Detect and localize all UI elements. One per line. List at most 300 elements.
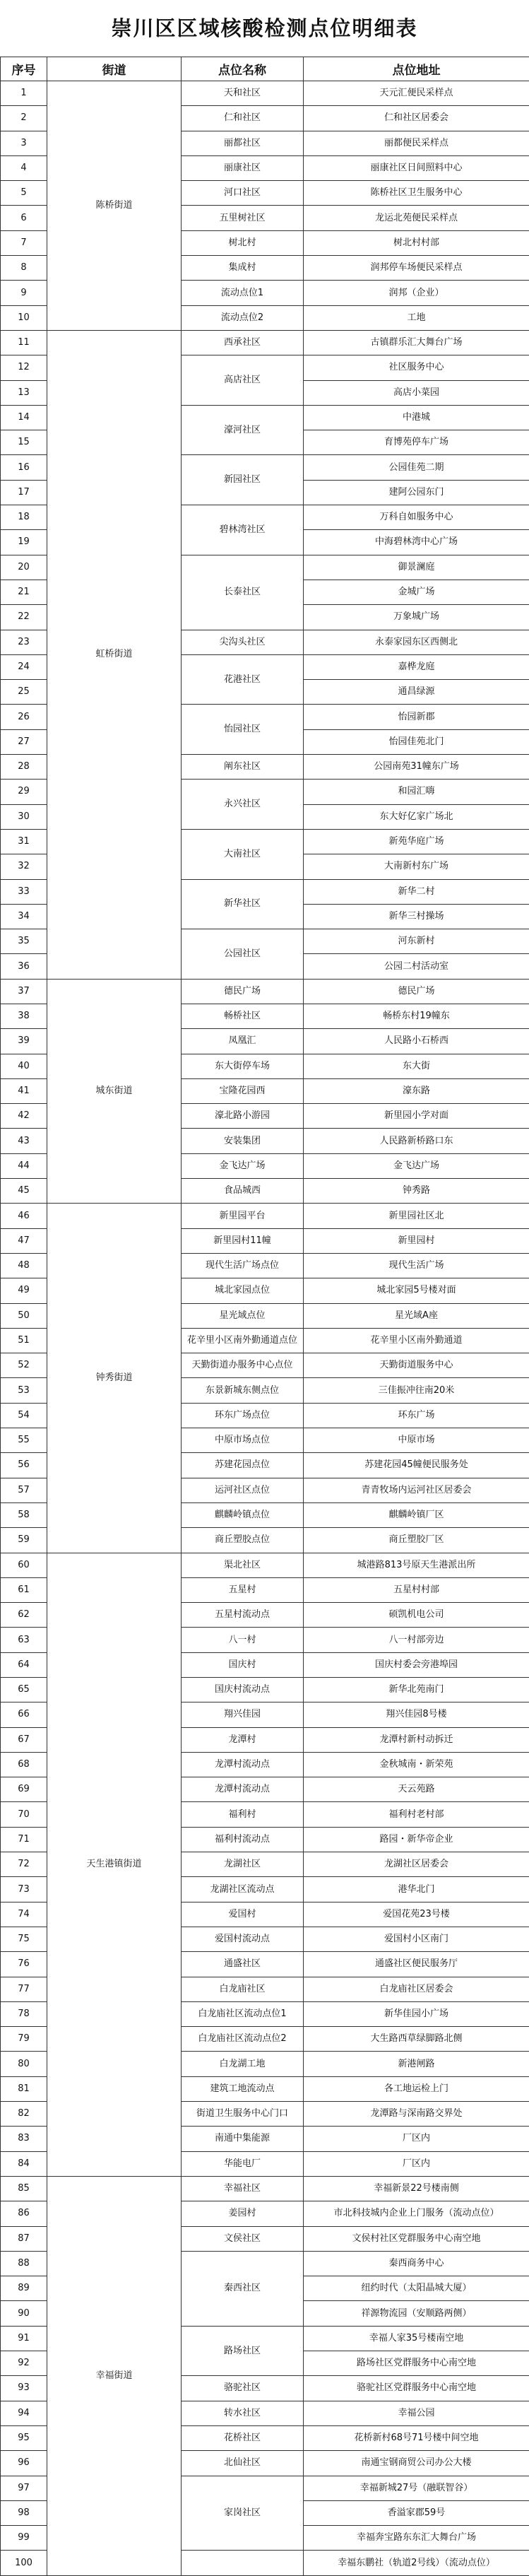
site-address-cell: 商丘塑胶厂区 xyxy=(304,1528,529,1553)
site-name-cell: 龙湖社区 xyxy=(182,1852,304,1877)
row-index: 94 xyxy=(1,2401,47,2425)
site-name-cell: 爱国村 xyxy=(182,1902,304,1927)
row-index: 40 xyxy=(1,1054,47,1078)
site-name-cell: 福利村 xyxy=(182,1802,304,1827)
table-row xyxy=(1,81,529,106)
site-address-cell: 和园汇嗨 xyxy=(304,780,529,804)
street-cell: 幸福街道 xyxy=(47,2176,182,2575)
site-address-cell: 新华北苑南门 xyxy=(304,1678,529,1702)
header-index: 序号 xyxy=(1,57,47,81)
site-name-cell: 流动点位1 xyxy=(182,281,304,305)
site-name-cell: 国庆村流动点 xyxy=(182,1678,304,1702)
site-address-cell: 新里园村 xyxy=(304,1228,529,1253)
site-address-cell: 龙运北苑便民采样点 xyxy=(304,206,529,230)
site-name-cell: 东景新城东侧点位 xyxy=(182,1378,304,1403)
site-name-cell: 花港社区 xyxy=(182,654,304,705)
site-address-cell: 幸福奔宝路东东汇大舞台广场 xyxy=(304,2526,529,2551)
site-name-cell: 花桥社区 xyxy=(182,2425,304,2450)
site-name-cell: 国庆村 xyxy=(182,1652,304,1677)
site-address-cell: 树北村村部 xyxy=(304,230,529,255)
row-index: 96 xyxy=(1,2451,47,2476)
row-index: 8 xyxy=(1,256,47,281)
site-name-cell xyxy=(182,2551,304,2575)
site-name-cell: 河口社区 xyxy=(182,181,304,206)
site-name-cell: 文侯社区 xyxy=(182,2226,304,2251)
row-index: 36 xyxy=(1,954,47,979)
row-index: 88 xyxy=(1,2251,47,2276)
site-address-cell: 各工地运检上门 xyxy=(304,2076,529,2101)
site-name-cell: 龙潭村流动点 xyxy=(182,1777,304,1802)
table-row xyxy=(1,1204,529,1228)
street-cell: 天生港镇街道 xyxy=(47,1553,182,2176)
row-index: 45 xyxy=(1,1179,47,1204)
header-street: 街道 xyxy=(47,57,182,81)
row-index: 20 xyxy=(1,555,47,580)
row-index: 10 xyxy=(1,305,47,330)
row-index: 3 xyxy=(1,131,47,155)
site-name-cell: 秦西社区 xyxy=(182,2251,304,2326)
site-address-cell: 青青牧场内运河社区居委会 xyxy=(304,1478,529,1502)
site-name-cell: 环东广场点位 xyxy=(182,1403,304,1428)
site-name-cell: 建筑工地流动点 xyxy=(182,2076,304,2101)
site-address-cell: 怡园佳苑北门 xyxy=(304,729,529,754)
site-name-cell: 城北家园点位 xyxy=(182,1278,304,1303)
site-address-cell: 工地 xyxy=(304,305,529,330)
site-address-cell: 星光域A座 xyxy=(304,1303,529,1328)
checkpoint-table xyxy=(0,57,529,2576)
site-address-cell: 陈桥社区卫生服务中心 xyxy=(304,181,529,206)
row-index: 55 xyxy=(1,1428,47,1453)
site-address-cell: 翔兴佳园8号楼 xyxy=(304,1702,529,1727)
site-address-cell: 金城广场 xyxy=(304,580,529,604)
row-index: 70 xyxy=(1,1802,47,1827)
row-index: 74 xyxy=(1,1902,47,1927)
row-index: 31 xyxy=(1,829,47,854)
site-address-cell: 文侯村社区党群服务中心南空地 xyxy=(304,2226,529,2251)
site-address-cell: 德民广场 xyxy=(304,979,529,1004)
row-index: 29 xyxy=(1,780,47,804)
site-address-cell: 新苑华庭广场 xyxy=(304,829,529,854)
site-address-cell: 金飞达广场 xyxy=(304,1153,529,1178)
site-address-cell: 厂区内 xyxy=(304,2127,529,2151)
site-address-cell: 城港路813号原天生港派出所 xyxy=(304,1553,529,1577)
site-address-cell: 苏建花园45幢便民服务处 xyxy=(304,1453,529,1478)
row-index: 71 xyxy=(1,1827,47,1852)
page-title: 崇川区区域核酸检测点位明细表 xyxy=(0,0,529,57)
row-index: 18 xyxy=(1,505,47,530)
row-index: 64 xyxy=(1,1652,47,1677)
site-name-cell: 新里园村11幢 xyxy=(182,1228,304,1253)
site-name-cell: 白龙庙社区流动点位1 xyxy=(182,2001,304,2026)
site-address-cell: 新华二村 xyxy=(304,879,529,904)
row-index: 34 xyxy=(1,904,47,929)
site-name-cell: 龙潭村流动点 xyxy=(182,1752,304,1777)
row-index: 11 xyxy=(1,330,47,355)
row-index: 73 xyxy=(1,1877,47,1902)
row-index: 52 xyxy=(1,1353,47,1378)
row-index: 82 xyxy=(1,2102,47,2127)
site-address-cell: 公园二村活动室 xyxy=(304,954,529,979)
site-address-cell: 秦西商务中心 xyxy=(304,2251,529,2276)
site-name-cell: 中原市场点位 xyxy=(182,1428,304,1453)
row-index: 14 xyxy=(1,405,47,430)
site-name-cell: 食品城西 xyxy=(182,1179,304,1204)
site-name-cell: 北仙社区 xyxy=(182,2451,304,2476)
site-address-cell: 濠东路 xyxy=(304,1078,529,1103)
row-index: 100 xyxy=(1,2551,47,2575)
row-index: 72 xyxy=(1,1852,47,1877)
site-name-cell: 金飞达广场 xyxy=(182,1153,304,1178)
site-name-cell: 南通中集能源 xyxy=(182,2127,304,2151)
site-address-cell: 通昌绿源 xyxy=(304,680,529,705)
row-index: 84 xyxy=(1,2151,47,2176)
site-address-cell: 社区服务中心 xyxy=(304,355,529,380)
site-address-cell: 国庆村委会旁港埠园 xyxy=(304,1652,529,1677)
site-name-cell: 家岗社区 xyxy=(182,2476,304,2551)
site-name-cell: 仁和社区 xyxy=(182,106,304,131)
site-address-cell: 龙湖社区居委会 xyxy=(304,1852,529,1877)
site-name-cell: 丽康社区 xyxy=(182,155,304,180)
site-name-cell: 华能电厂 xyxy=(182,2151,304,2176)
site-name-cell: 街道卫生服务中心门口 xyxy=(182,2102,304,2127)
site-address-cell: 骆驼社区党群服务中心南空地 xyxy=(304,2376,529,2401)
site-address-cell: 纽约时代（太阳晶城大厦） xyxy=(304,2276,529,2301)
site-address-cell: 人民路小石桥西 xyxy=(304,1029,529,1054)
row-index: 48 xyxy=(1,1253,47,1278)
row-index: 59 xyxy=(1,1528,47,1553)
site-name-cell: 龙湖社区流动点 xyxy=(182,1877,304,1902)
row-index: 58 xyxy=(1,1502,47,1527)
site-name-cell: 公园社区 xyxy=(182,929,304,980)
site-address-cell: 古镇群乐汇大舞台广场 xyxy=(304,330,529,355)
site-name-cell: 濠北路小游园 xyxy=(182,1104,304,1129)
row-index: 24 xyxy=(1,654,47,679)
site-address-cell: 东大街 xyxy=(304,1054,529,1078)
site-address-cell: 八一村部旁边 xyxy=(304,1628,529,1652)
site-name-cell: 高店社区 xyxy=(182,355,304,406)
site-name-cell: 苏建花园点位 xyxy=(182,1453,304,1478)
row-index: 51 xyxy=(1,1328,47,1353)
site-address-cell: 公园南苑31幢东广场 xyxy=(304,755,529,780)
row-index: 15 xyxy=(1,430,47,455)
site-address-cell: 城北家园5号楼对面 xyxy=(304,1278,529,1303)
row-index: 44 xyxy=(1,1153,47,1178)
row-index: 32 xyxy=(1,854,47,879)
site-name-cell: 通盛社区 xyxy=(182,1952,304,1977)
site-address-cell: 幸福公园 xyxy=(304,2401,529,2425)
site-address-cell: 白龙庙社区居委会 xyxy=(304,1977,529,2001)
row-index: 90 xyxy=(1,2301,47,2326)
site-name-cell: 五星村流动点 xyxy=(182,1603,304,1628)
row-index: 35 xyxy=(1,929,47,954)
street-cell: 陈桥街道 xyxy=(47,81,182,331)
site-name-cell: 翔兴佳园 xyxy=(182,1702,304,1727)
row-index: 93 xyxy=(1,2376,47,2401)
site-name-cell: 渠北社区 xyxy=(182,1553,304,1577)
site-address-cell: 怡园新郡 xyxy=(304,705,529,729)
site-address-cell: 人民路新桥路口东 xyxy=(304,1129,529,1153)
site-address-cell: 硕凯机电公司 xyxy=(304,1603,529,1628)
site-name-cell: 天勤街道办服务中心点位 xyxy=(182,1353,304,1378)
row-index: 21 xyxy=(1,580,47,604)
site-address-cell: 新里园社区北 xyxy=(304,1204,529,1228)
table-header-row xyxy=(1,57,529,81)
row-index: 63 xyxy=(1,1628,47,1652)
site-address-cell: 天勤街道服务中心 xyxy=(304,1353,529,1378)
row-index: 53 xyxy=(1,1378,47,1403)
row-index: 17 xyxy=(1,480,47,505)
site-address-cell: 中原市场 xyxy=(304,1428,529,1453)
site-address-cell: 金秋城南・新荣苑 xyxy=(304,1752,529,1777)
row-index: 54 xyxy=(1,1403,47,1428)
site-address-cell: 新里园小学对面 xyxy=(304,1104,529,1129)
site-name-cell: 姜园村 xyxy=(182,2201,304,2226)
row-index: 66 xyxy=(1,1702,47,1727)
row-index: 99 xyxy=(1,2526,47,2551)
row-index: 67 xyxy=(1,1727,47,1752)
site-address-cell: 万象城广场 xyxy=(304,605,529,630)
site-address-cell: 育博苑停车广场 xyxy=(304,430,529,455)
row-index: 81 xyxy=(1,2076,47,2101)
site-name-cell: 集成村 xyxy=(182,256,304,281)
site-name-cell: 转水社区 xyxy=(182,2401,304,2425)
site-name-cell: 商丘塑胶点位 xyxy=(182,1528,304,1553)
site-address-cell: 新港闸路 xyxy=(304,2052,529,2076)
site-name-cell: 白龙湖工地 xyxy=(182,2052,304,2076)
row-index: 30 xyxy=(1,804,47,829)
site-name-cell: 爱国村流动点 xyxy=(182,1927,304,1951)
row-index: 22 xyxy=(1,605,47,630)
row-index: 49 xyxy=(1,1278,47,1303)
row-index: 65 xyxy=(1,1678,47,1702)
row-index: 27 xyxy=(1,729,47,754)
site-address-cell: 润邦停车场便民采样点 xyxy=(304,256,529,281)
site-address-cell: 中海碧林湾中心广场 xyxy=(304,530,529,555)
row-index: 43 xyxy=(1,1129,47,1153)
site-name-cell: 幸福社区 xyxy=(182,2176,304,2201)
site-name-cell: 丽都社区 xyxy=(182,131,304,155)
row-index: 80 xyxy=(1,2052,47,2076)
row-index: 76 xyxy=(1,1952,47,1977)
site-address-cell: 爱国村小区南门 xyxy=(304,1927,529,1951)
row-index: 23 xyxy=(1,630,47,654)
site-name-cell: 畅桥社区 xyxy=(182,1004,304,1028)
row-index: 47 xyxy=(1,1228,47,1253)
row-index: 28 xyxy=(1,755,47,780)
row-index: 1 xyxy=(1,81,47,106)
site-address-cell: 大生路西草绿脚路北侧 xyxy=(304,2027,529,2052)
site-address-cell: 公园佳苑二期 xyxy=(304,455,529,480)
row-index: 41 xyxy=(1,1078,47,1103)
site-address-cell: 东大好亿家广场北 xyxy=(304,804,529,829)
site-address-cell: 嘉桦龙庭 xyxy=(304,654,529,679)
site-address-cell: 通盛社区便民服务厅 xyxy=(304,1952,529,1977)
header-site-name: 点位名称 xyxy=(182,57,304,81)
site-address-cell: 三佳振冲往南20米 xyxy=(304,1378,529,1403)
site-name-cell: 德民广场 xyxy=(182,979,304,1004)
table-row xyxy=(1,2176,529,2201)
site-name-cell: 麒麟岭镇点位 xyxy=(182,1502,304,1527)
site-address-cell: 厂区内 xyxy=(304,2151,529,2176)
site-address-cell: 港华北门 xyxy=(304,1877,529,1902)
site-address-cell: 香溢家郡59号 xyxy=(304,2500,529,2525)
site-name-cell: 八一村 xyxy=(182,1628,304,1652)
site-name-cell: 新里园平台 xyxy=(182,1204,304,1228)
row-index: 69 xyxy=(1,1777,47,1802)
site-name-cell: 怡园社区 xyxy=(182,705,304,755)
row-index: 13 xyxy=(1,380,47,405)
site-address-cell: 环东广场 xyxy=(304,1403,529,1428)
row-index: 33 xyxy=(1,879,47,904)
site-address-cell: 市北科技城内企业上门服务（流动点位） xyxy=(304,2201,529,2226)
site-address-cell: 龙潭村新村动拆迁 xyxy=(304,1727,529,1752)
row-index: 60 xyxy=(1,1553,47,1577)
row-index: 16 xyxy=(1,455,47,480)
site-address-cell: 新华三村操场 xyxy=(304,904,529,929)
table-row xyxy=(1,1553,529,1577)
site-address-cell: 路场社区党群服务中心南空地 xyxy=(304,2351,529,2376)
site-name-cell: 碧林湾社区 xyxy=(182,505,304,555)
site-name-cell: 濠河社区 xyxy=(182,405,304,455)
row-index: 75 xyxy=(1,1927,47,1951)
site-name-cell: 五星村 xyxy=(182,1577,304,1602)
site-address-cell: 五星村村部 xyxy=(304,1577,529,1602)
site-name-cell: 白龙庙社区 xyxy=(182,1977,304,2001)
header-site-address: 点位地址 xyxy=(304,57,529,81)
row-index: 46 xyxy=(1,1204,47,1228)
row-index: 79 xyxy=(1,2027,47,2052)
site-name-cell: 福利村流动点 xyxy=(182,1827,304,1852)
row-index: 83 xyxy=(1,2127,47,2151)
site-address-cell: 现代生活广场 xyxy=(304,1253,529,1278)
site-address-cell: 龙潭路与深南路交界处 xyxy=(304,2102,529,2127)
site-address-cell: 畅桥东村19幢东 xyxy=(304,1004,529,1028)
site-name-cell: 五里树社区 xyxy=(182,206,304,230)
row-index: 85 xyxy=(1,2176,47,2201)
site-name-cell: 尖沟头社区 xyxy=(182,630,304,654)
site-name-cell: 安装集团 xyxy=(182,1129,304,1153)
site-name-cell: 大南社区 xyxy=(182,829,304,879)
site-name-cell: 路场社区 xyxy=(182,2326,304,2376)
site-address-cell: 花桥新村68号71号楼中间空地 xyxy=(304,2425,529,2450)
site-name-cell: 长泰社区 xyxy=(182,555,304,630)
site-address-cell: 大南新村东广场 xyxy=(304,854,529,879)
site-address-cell: 天云苑路 xyxy=(304,1777,529,1802)
site-name-cell: 东大街停车场 xyxy=(182,1054,304,1078)
row-index: 38 xyxy=(1,1004,47,1028)
site-address-cell: 丽康社区日间照料中心 xyxy=(304,155,529,180)
row-index: 9 xyxy=(1,281,47,305)
row-index: 78 xyxy=(1,2001,47,2026)
site-name-cell: 龙潭村 xyxy=(182,1727,304,1752)
site-name-cell: 骆驼社区 xyxy=(182,2376,304,2401)
row-index: 95 xyxy=(1,2425,47,2450)
row-index: 7 xyxy=(1,230,47,255)
street-cell: 虹桥街道 xyxy=(47,330,182,979)
site-address-cell: 幸福人家35号楼南空地 xyxy=(304,2326,529,2351)
row-index: 6 xyxy=(1,206,47,230)
row-index: 62 xyxy=(1,1603,47,1628)
row-index: 68 xyxy=(1,1752,47,1777)
row-index: 39 xyxy=(1,1029,47,1054)
site-name-cell: 星光域点位 xyxy=(182,1303,304,1328)
row-index: 12 xyxy=(1,355,47,380)
row-index: 61 xyxy=(1,1577,47,1602)
row-index: 2 xyxy=(1,106,47,131)
site-address-cell: 润邦（企业） xyxy=(304,281,529,305)
site-address-cell: 南通宝钢商贸公司办公大楼 xyxy=(304,2451,529,2476)
site-name-cell: 树北村 xyxy=(182,230,304,255)
site-address-cell: 御景澜庭 xyxy=(304,555,529,580)
row-index: 86 xyxy=(1,2201,47,2226)
row-index: 25 xyxy=(1,680,47,705)
site-address-cell: 路园・新华帝企业 xyxy=(304,1827,529,1852)
site-name-cell: 现代生活广场点位 xyxy=(182,1253,304,1278)
site-address-cell: 爱国花苑23号楼 xyxy=(304,1902,529,1927)
row-index: 97 xyxy=(1,2476,47,2500)
row-index: 19 xyxy=(1,530,47,555)
site-address-cell: 福利村老村部 xyxy=(304,1802,529,1827)
site-address-cell: 中港城 xyxy=(304,405,529,430)
site-name-cell: 天和社区 xyxy=(182,81,304,106)
site-address-cell: 天元汇便民采样点 xyxy=(304,81,529,106)
site-name-cell: 白龙庙社区流动点位2 xyxy=(182,2027,304,2052)
row-index: 87 xyxy=(1,2226,47,2251)
site-address-cell: 高店小菜园 xyxy=(304,380,529,405)
row-index: 26 xyxy=(1,705,47,729)
site-address-cell: 仁和社区居委会 xyxy=(304,106,529,131)
street-cell: 钟秀街道 xyxy=(47,1204,182,1553)
row-index: 37 xyxy=(1,979,47,1004)
row-index: 91 xyxy=(1,2326,47,2351)
site-address-cell: 钟秀路 xyxy=(304,1179,529,1204)
row-index: 56 xyxy=(1,1453,47,1478)
row-index: 57 xyxy=(1,1478,47,1502)
site-name-cell: 西承社区 xyxy=(182,330,304,355)
site-name-cell: 阐东社区 xyxy=(182,755,304,780)
site-address-cell: 丽都便民采样点 xyxy=(304,131,529,155)
street-cell: 城东街道 xyxy=(47,979,182,1204)
site-name-cell: 新华社区 xyxy=(182,879,304,929)
site-address-cell: 新华佳园小广场 xyxy=(304,2001,529,2026)
site-address-cell: 祥源物流园（安顺路两侧） xyxy=(304,2301,529,2326)
site-name-cell: 永兴社区 xyxy=(182,780,304,830)
site-address-cell: 幸福新城27号（融联智谷） xyxy=(304,2476,529,2500)
site-name-cell: 运河社区点位 xyxy=(182,1478,304,1502)
site-name-cell: 凤凰汇 xyxy=(182,1029,304,1054)
site-name-cell: 花辛里小区南外勤通道点位 xyxy=(182,1328,304,1353)
row-index: 89 xyxy=(1,2276,47,2301)
site-name-cell: 流动点位2 xyxy=(182,305,304,330)
table-body xyxy=(1,81,529,2576)
row-index: 98 xyxy=(1,2500,47,2525)
row-index: 4 xyxy=(1,155,47,180)
row-index: 42 xyxy=(1,1104,47,1129)
site-name-cell: 新园社区 xyxy=(182,455,304,505)
site-address-cell: 永泰家园东区西侧北 xyxy=(304,630,529,654)
site-address-cell: 麒麟岭镇厂区 xyxy=(304,1502,529,1527)
row-index: 92 xyxy=(1,2351,47,2376)
site-address-cell: 幸福新景22号楼南侧 xyxy=(304,2176,529,2201)
site-address-cell: 幸福东鹏社（轨道2号线）（流动点位） xyxy=(304,2551,529,2575)
site-address-cell: 河东新村 xyxy=(304,929,529,954)
site-address-cell: 花辛里小区南外勤通道 xyxy=(304,1328,529,1353)
row-index: 5 xyxy=(1,181,47,206)
site-address-cell: 万科自如服务中心 xyxy=(304,505,529,530)
row-index: 50 xyxy=(1,1303,47,1328)
row-index: 77 xyxy=(1,1977,47,2001)
site-name-cell: 宝隆花园西 xyxy=(182,1078,304,1103)
